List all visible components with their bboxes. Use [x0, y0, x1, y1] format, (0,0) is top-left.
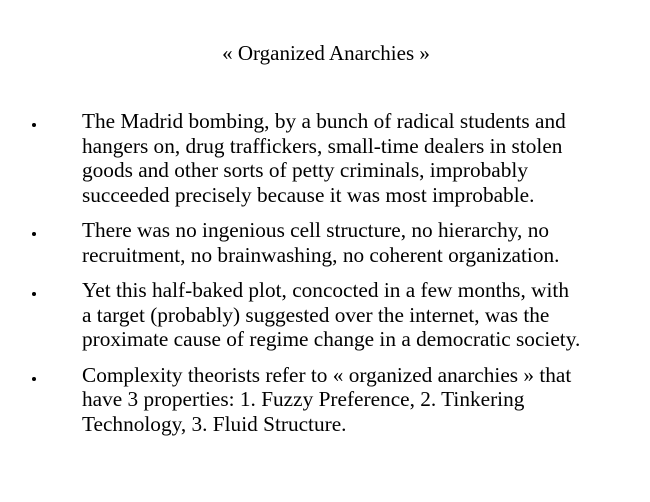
bullet-line: have 3 properties: 1. Fuzzy Preference, 2. Tinkering [82, 387, 525, 411]
bullet-line: succeeded precisely because it was most improbable. [82, 182, 535, 207]
bullet-line: Complexity theorists refer to « organized anarchies » that [82, 362, 572, 387]
bullet-line: hangers on, drug traffickers, small-time dealers in stolen [82, 133, 563, 158]
bullet-dot-icon [32, 292, 36, 296]
bullet-line: proximate cause of regime change in a democratic society. [82, 327, 581, 351]
bullet-line: goods and other sorts of petty criminals, improbably [82, 158, 528, 182]
slide-title-text: « Organized Anarchies » [222, 41, 430, 65]
bullet-dot-icon [32, 377, 36, 381]
bullet-dot-icon [32, 232, 36, 236]
bullet-dot-icon [32, 123, 36, 127]
bullet-line: Yet this half-baked plot, concocted in a few months, with [82, 278, 569, 302]
bullet-line: There was no ingenious cell structure, no hierarchy, no [82, 218, 549, 242]
slide-title [0, 40, 650, 66]
bullet-line: recruitment, no brainwashing, no coherent organization. [82, 242, 560, 267]
bullet-line: Technology, 3. Fluid Structure. [82, 411, 347, 436]
bullet-item-2 [29, 218, 639, 267]
bullet-line: The Madrid bombing, by a bunch of radical students and [82, 109, 566, 133]
bullet-line: a target (probably) suggested over the internet, was the [82, 302, 550, 327]
bullet-item-3 [29, 278, 639, 352]
bullet-item-4 [29, 363, 639, 437]
bullet-item-1 [29, 109, 639, 207]
bullet-list [29, 109, 639, 447]
